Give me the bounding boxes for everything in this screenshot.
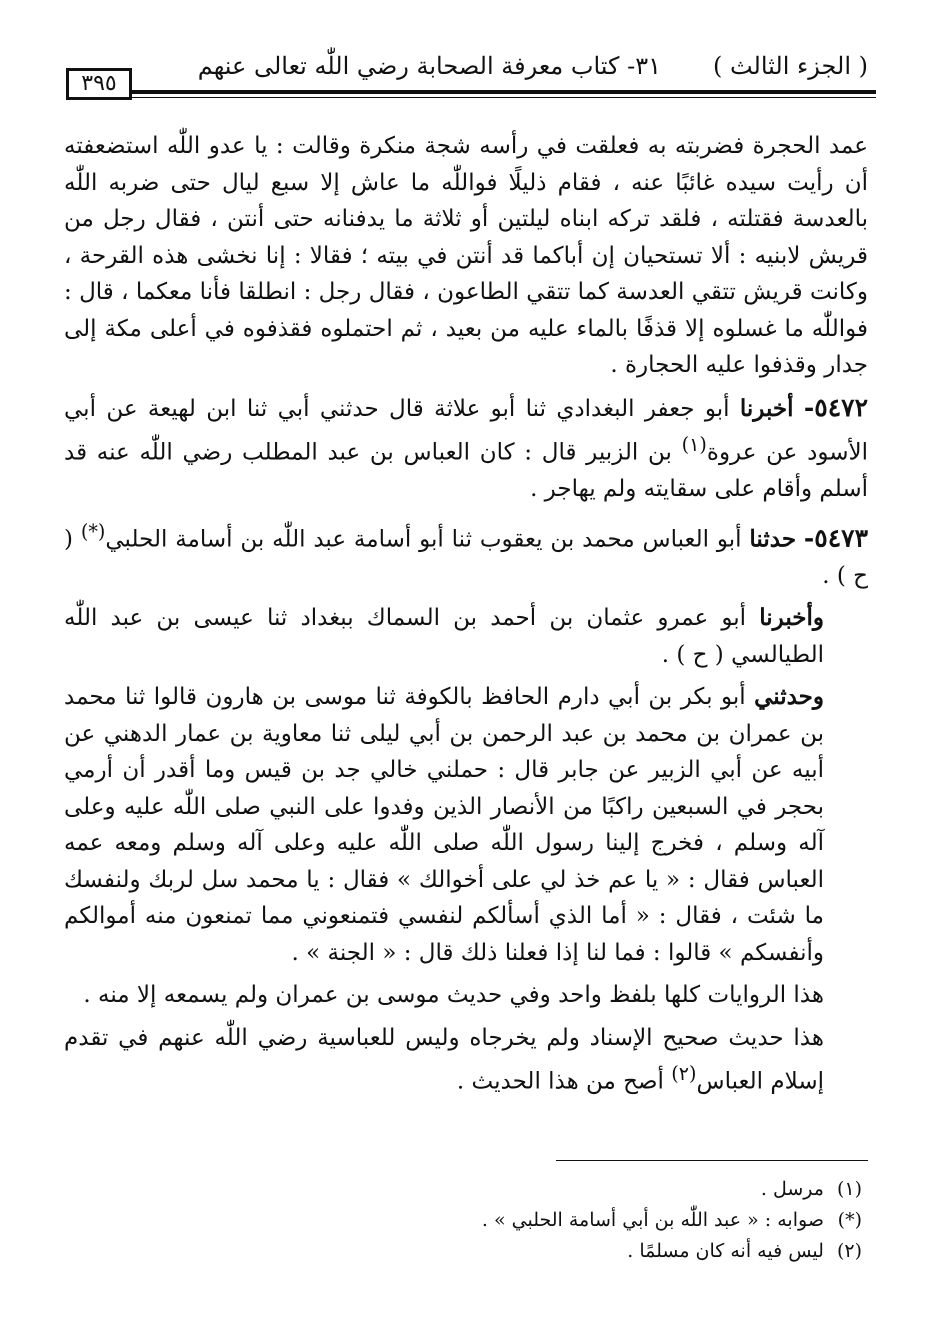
commentary-text: أصح من هذا الحديث . [456, 1068, 664, 1095]
paragraph-continuation: عمد الحجرة فضربته به فعلقت في رأسه شجة منكرة وقالت : يا عدو اللّٰه استضعفته أن رأيت سيده غائبًا عنه ، فقام ذليلًا فواللّٰه ما عاش إلا سبع ليال حتى ضربه اللّٰه بالعدسة فقتلته ، فلقد تركه ابناه ليلتين أو ثلاثة ما يدفنانه حتى أنتن ، فقال رجل من قريش لابنيه : ألا تستحيان إن أباكما قد أنتن في بيته ؛ فقالا : إنا نخشى هذه القرحة ، وكانت قريش تتقي العدسة كما تتقي الطاعون ، فقال رجل : انطلقا فأنا معكما ، قال : فواللّٰه ما غسلوه إلا قذفًا بالماء عليه من بعيد ، ثم احتملوه فقذفوه في أعلى مكة إلى جدار وقذفوا عليه الحجارة . [64, 133, 868, 378]
narration-keyword: وأخبرنا [759, 604, 824, 632]
page-header [64, 44, 876, 102]
footnotes [300, 1174, 862, 1267]
hadith-text: ( ح ) . [64, 526, 868, 589]
chapter-title: ٣١- كتاب معرفة الصحابة رضي اللّٰه تعالى عنهم [197, 52, 661, 80]
narration-keyword: أخبرنا [739, 394, 794, 422]
hadith-text: أبو جعفر البغدادي ثنا أبو علاثة قال حدثني أبي ثنا ابن لهيعة عن أبي الأسود عن عروة [64, 395, 869, 466]
chain-haddathani [64, 679, 868, 971]
commentary-1: هذا الروايات كلها بلفظ واحد وفي حديث موسى بن عمران ولم يسمعه إلا منه . [83, 982, 824, 1009]
hadith-number: ٥٤٧٣- [803, 523, 869, 553]
hadith-text: بن الزبير قال : كان العباس بن عبد المطلب رضي اللّٰه عنه قد أسلم وأقام على سقايته ولم يهاجر . [64, 439, 868, 503]
footnote-star [300, 1205, 862, 1236]
header-rule-thick [130, 90, 876, 94]
footnote-ref: (٢) [671, 1062, 697, 1086]
chain-text: أبو عمرو عثمان بن أحمد بن السماك ببغداد ثنا عيسى بن عبد اللّٰه الطيالسي ( ح ) . [64, 605, 824, 668]
page-number: ٣٩٥ [66, 68, 132, 100]
footnote-text: ليس فيه أنه كان مسلمًا . [627, 1240, 824, 1262]
commentary-2 [64, 1020, 868, 1101]
hadith-text: أبو العباس محمد بن يعقوب ثنا أبو أسامة عبد اللّٰه بن أسامة الحلبي [105, 526, 742, 553]
footnote-separator [556, 1160, 868, 1161]
footnote-mark: (١) [836, 1178, 862, 1200]
page-body [64, 128, 868, 1106]
commentary-text: هذا حديث صحيح الإسناد ولم يخرجاه وليس للعباسية رضي اللّٰه عنهم في تقدم إسلام العباس [64, 1024, 824, 1095]
narration-keyword: وحدثني [754, 683, 824, 711]
footnote-mark: (٢) [836, 1240, 862, 1262]
footnote-1 [300, 1174, 862, 1205]
footnote-text: صوابه : « عبد اللّٰه بن أبي أسامة الحلبي » . [481, 1209, 824, 1231]
footnote-text: مرسل . [760, 1178, 824, 1200]
narration-keyword: حدثنا [749, 525, 797, 553]
chain-text: أبو بكر بن أبي دارم الحافظ بالكوفة ثنا موسى بن هارون قالوا ثنا محمد بن عمران بن محمد بن عبد الرحمن بن أبي ليلى ثنا معاوية بن عمار الدهني عن أبيه عن أبي الزبير عن جابر قال : حملني خالي جد بن قيس وما أقدر أن أرمي بحجر في السبعين راكبًا من الأنصار الذين وفدوا على النبي صلى اللّٰه عليه وعلى آله وسلم ، فخرج إلينا رسول اللّٰه صلى اللّٰه عليه وعلى آله وسلم ومعه عمه العباس فقال : « يا عم خذ لي على أخوالك » فقال : يا محمد سل لربك ولنفسك ما شئت ، فقال : « أما الذي أسألكم لنفسي فتمنعوني مما تمنعون منه أموالكم وأنفسكم » قالوا : فما لنا إذا فعلنا ذلك قال : « الجنة » . [64, 684, 824, 966]
volume-label: ( الجزء الثالث ) [712, 52, 868, 80]
footnote-2 [300, 1236, 862, 1267]
chain-akhbarana [64, 600, 868, 673]
footnote-ref: (*) [80, 519, 106, 543]
footnote-mark: (*) [837, 1209, 862, 1231]
header-rule-thin [130, 97, 876, 98]
hadith-5472 [64, 390, 868, 508]
hadith-number: ٥٤٧٢- [803, 392, 869, 422]
footnote-ref: (١) [681, 433, 707, 456]
hadith-5473 [64, 514, 868, 595]
